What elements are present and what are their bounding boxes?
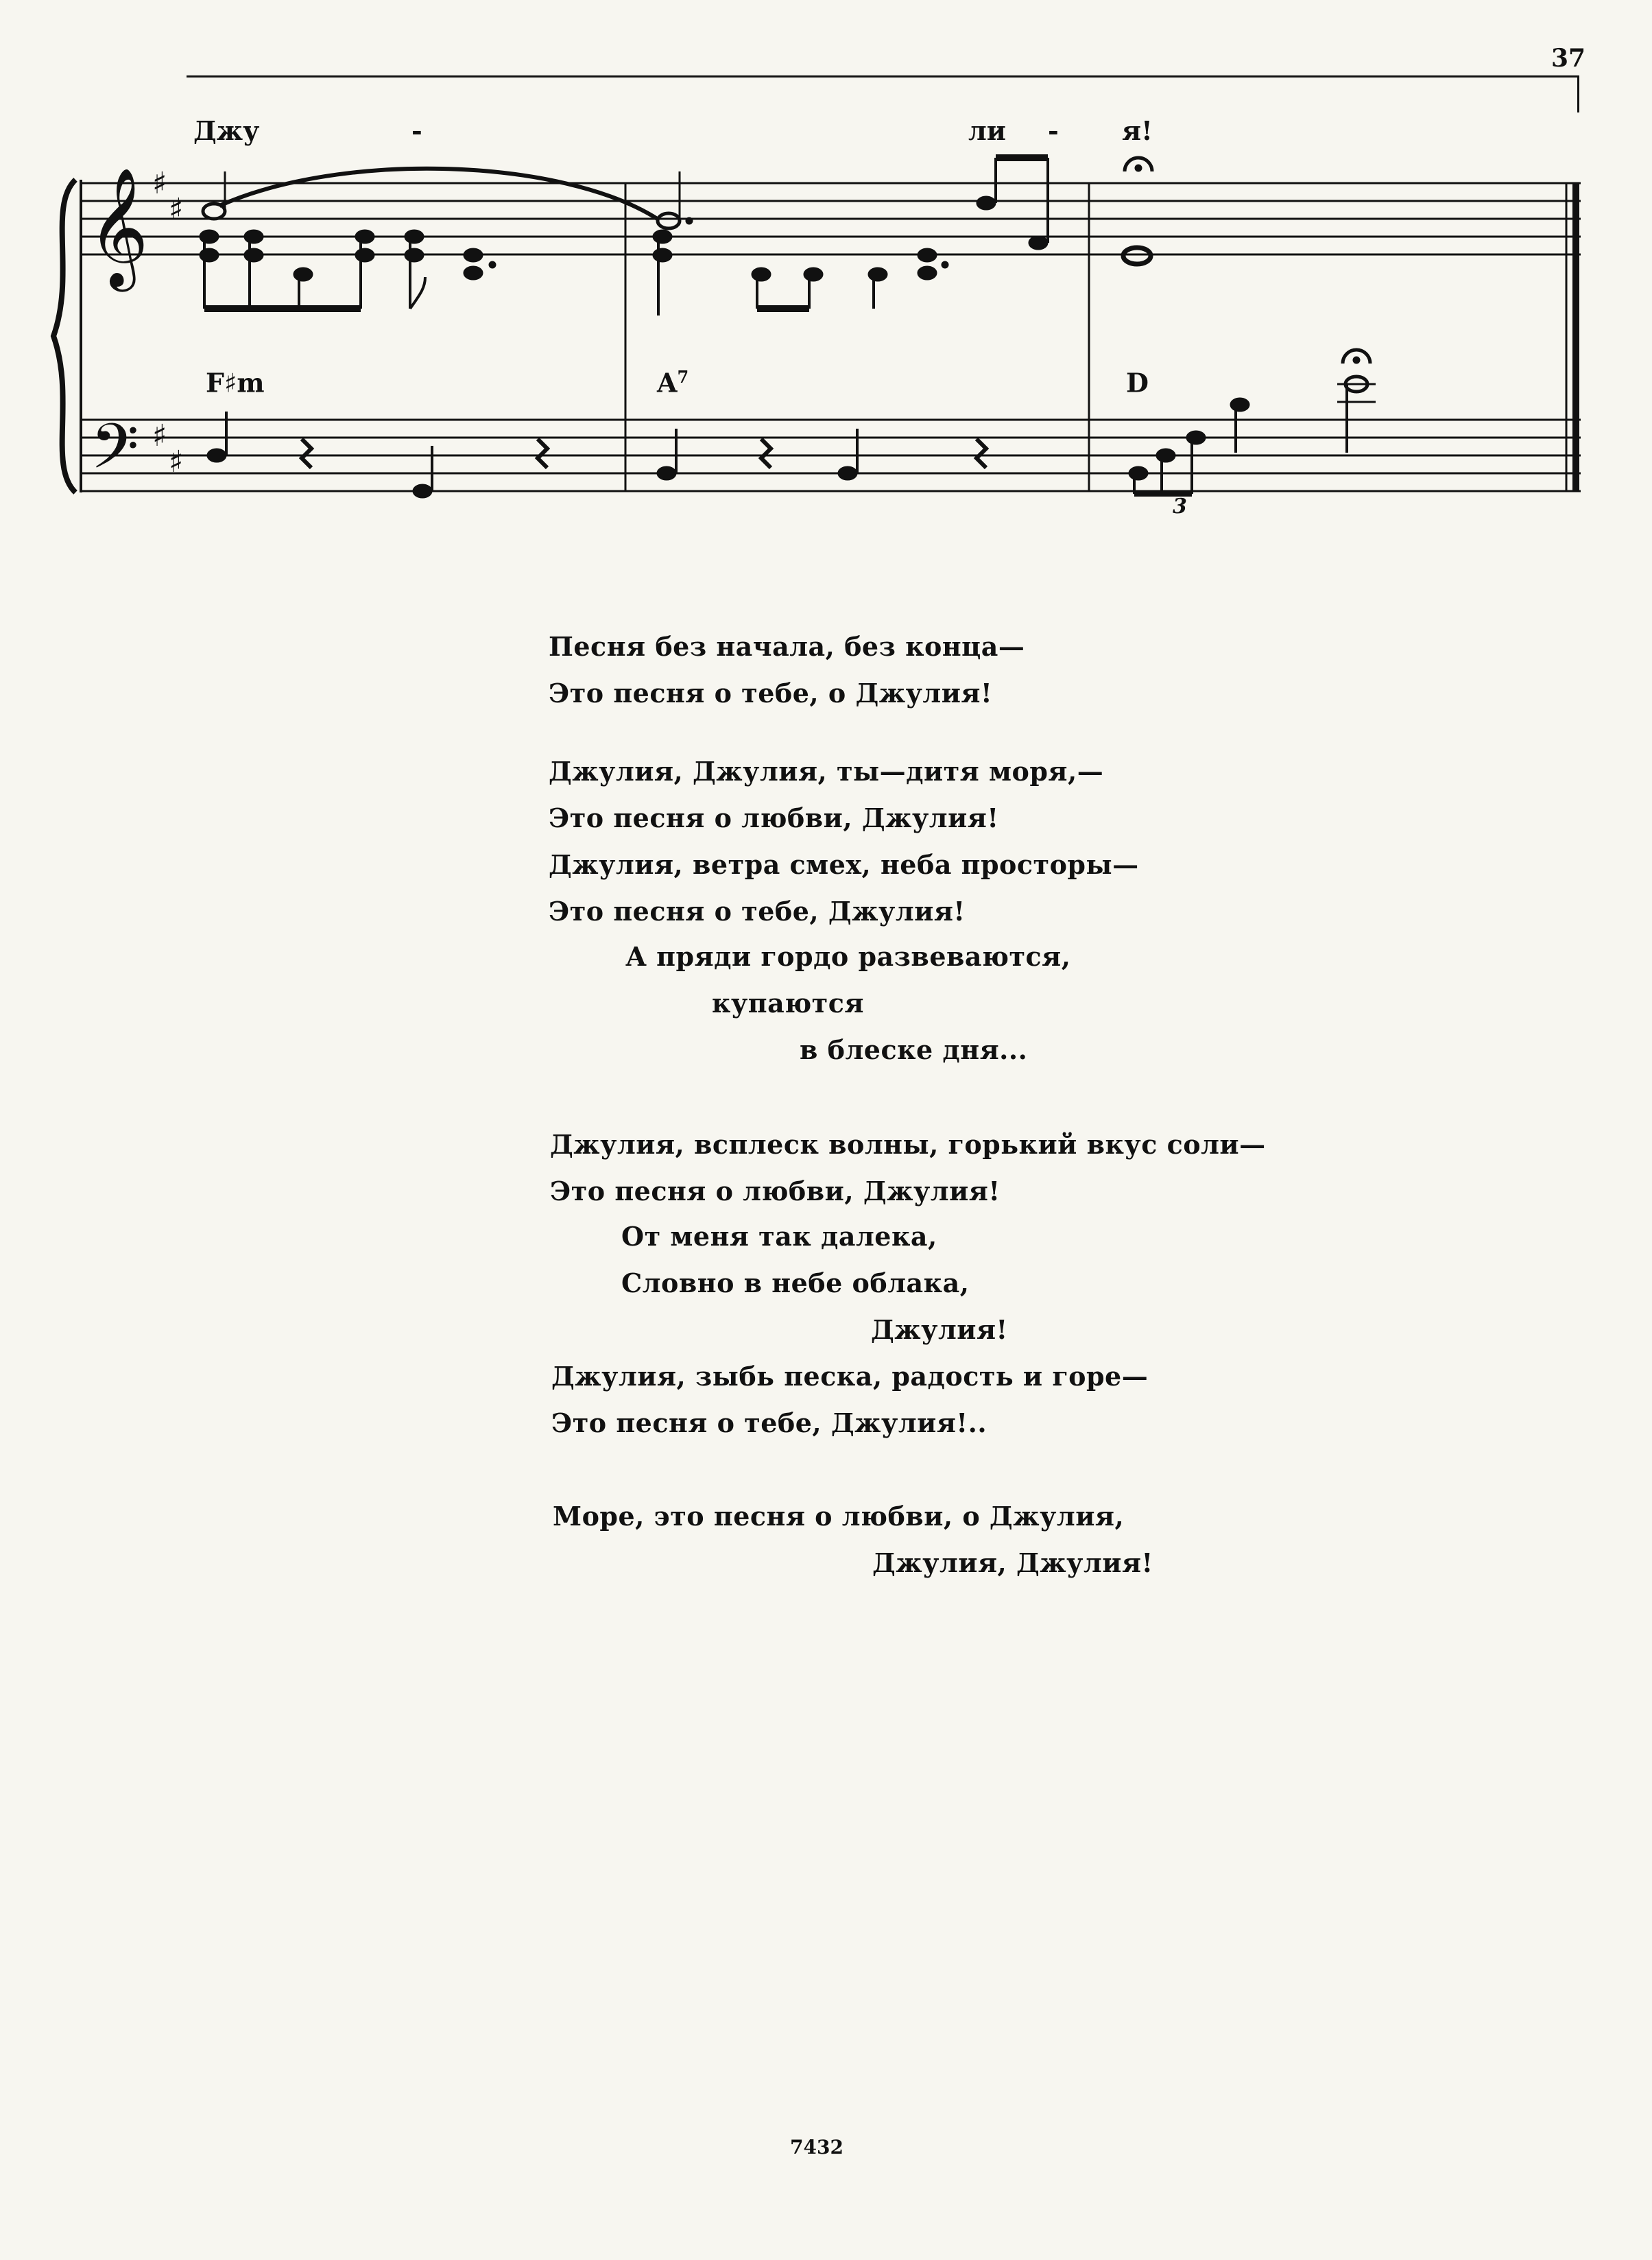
verse-line: Песня без начала, без конца— [549,631,1025,662]
grand-staff-brace [53,180,75,492]
verse-line: Джулия, Джулия, ты—дитя моря,— [549,756,1104,787]
page-number: 37 [1551,44,1586,73]
treble-staff [81,183,1581,254]
verse-line: Джулия, ветра смех, неба просторы— [549,849,1139,880]
key-sharp-icon: ♯ [169,444,184,479]
lyric-hyphen-1: - [411,115,422,146]
verse-line: Это песня о тебе, Джулия!.. [551,1407,987,1438]
key-sharp-icon: ♯ [152,166,167,201]
verse-line: Джулия, всплеск волны, горький вкус соли— [550,1129,1266,1160]
lyric-syllable-3: я! [1122,115,1153,146]
verse-line: купаются [712,988,864,1019]
verse-line: Это песня о любви, Джулия! [549,802,999,833]
lyric-syllable-1: Джу [193,115,260,146]
verse-line: Джулия, Джулия! [872,1547,1153,1578]
triplet-mark: 3 [1173,495,1187,519]
chord-symbol-a7: $A^7$ [657,367,689,399]
key-sharp-icon: ♯ [152,418,167,453]
lyric-syllable-2: ли [968,115,1006,146]
key-sharp-icon: ♯ [169,192,184,227]
verse-line: Это песня о любви, Джулия! [550,1176,1001,1206]
treble-chords-measure-1 [200,230,496,309]
chord-symbol-fsharp-minor: F♯m [206,367,265,399]
verse-line: Джулия, зыбь песка, радость и горе— [551,1361,1149,1392]
chord-symbol-d: D [1126,367,1149,399]
verse-line: в блеске дня... [800,1034,1028,1065]
verse-line: Это песня о тебе, о Джулия! [549,678,993,709]
verse-line: Море, это песня о любви, о Джулия, [553,1501,1125,1532]
verse-line: Словно в небе облака, [621,1268,970,1298]
verse-line: А пряди гордо развеваются, [625,941,1071,972]
treble-clef-icon: 𝄞 [88,167,149,287]
note-whole [1123,248,1151,264]
catalog-number: 7432 [790,2136,843,2158]
verse-line: Джулия! [871,1314,1008,1345]
bass-clef-icon: 𝄢 [91,410,139,498]
verse-line: От меня так далека, [621,1221,937,1252]
slur [219,169,658,219]
lyric-hyphen-2: - [1048,115,1059,146]
verse-line: Это песня о тебе, Джулия! [549,896,966,927]
music-score [0,0,1652,549]
